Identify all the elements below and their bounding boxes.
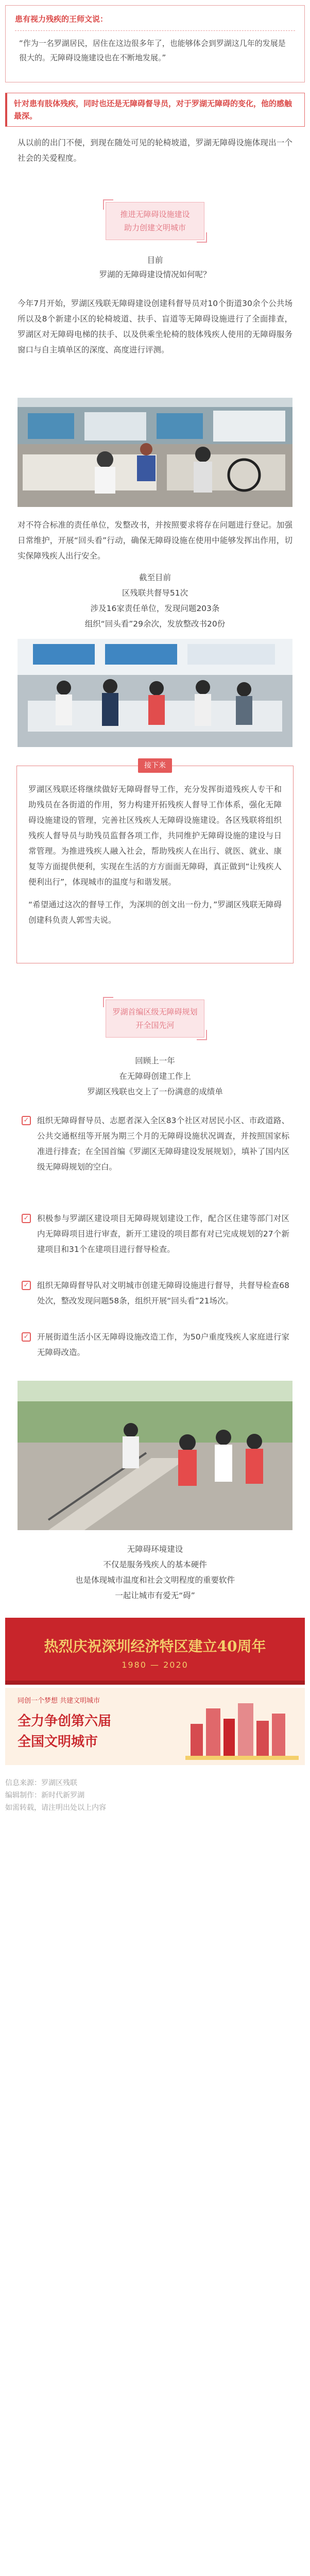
achievement-text: 组织无障碍督导员、志愿者深入全区83个社区对居民小区、市政道路、公共交通枢纽等开展为期三个月的无障碍设施状况调查，并按照国家标准进行排查；在全国首编《罗湖区无障碍建设发展规划》，填补了国内区级无障碍规划的空白。 (37, 1116, 289, 1172)
civilized-city-banner-slogan-2: 全国文明城市 (18, 1734, 98, 1750)
q-text: 罗湖的无障碍建设情况如何呢？ (99, 270, 211, 279)
section1-paragraph: 今年7月开始，罗湖区残联无障碍建设创建科督导员对10个街道30余个公共场所以及8个新建小区的轮椅坡道、扶手、盲道等无障碍设施进行了全面排查，罗湖区对无障碍电梯的扶手、以及供乘坐轮椅的肢体残疾人使用的无障碍服务窗口与自主填单区的深度、高度进行评测。 (18, 299, 292, 354)
banner-stripe (5, 1681, 305, 1685)
achievement-item (22, 1329, 289, 1360)
photo-service-window (18, 398, 292, 507)
civilized-city-banner-slogan-1: 全力争创第六届 (18, 1714, 112, 1729)
next-steps-paragraph-1: 罗湖区残联还将继续做好无障碍督导工作，充分发挥街道残疾人专干和助残员在各街道的作用，努力构建开拓残疾人督导工作体系，强化无障碍设施建设的管理，完善社区残疾人无障碍设施建设。各区残联将组织残疾人督导员与助残员监督各项工作，共同维护无障碍设施的建设与日常管理。为推进残疾人融入社会，帮助残疾人在出行、就医、就业、康复等方面提供便利，实现在生活的方方面面无障碍，真正做到“让残疾人便利出行”，体现城市的温度与和谐发展。 (28, 785, 282, 887)
review-line-1: 回顾上一年 (135, 1056, 175, 1065)
closing-line-2: 不仅是服务残疾人的基本硬件 (103, 1560, 207, 1569)
achievement-text: 积极参与罗湖区建设项目无障碍规划建设工作，配合区住建等部门对区内无障碍项目进行审查，新开工建设的项目都有对已完成规划的27个新建项目和31个在建项目进行督导检查。 (37, 1214, 289, 1254)
checkbox-icon: ✓ (22, 1332, 31, 1342)
closing-line-4: 一起让城市有爱无“碍” (115, 1591, 195, 1600)
quote-title: 患有视力残疾的王师文说： (15, 14, 108, 24)
civilized-city-banner-top: 同创一个梦想 共建文明城市 (18, 1697, 100, 1705)
review-line-2: 在无障碍创建工作上 (119, 1072, 191, 1081)
achievement-item (22, 1278, 289, 1309)
city-skyline-icon (185, 1698, 299, 1760)
stats-title: 截至目前 (139, 573, 171, 582)
section1-paragraph-2: 对不符合标准的责任单位，发整改书，并按照要求将存在问题进行登记。加强日常维护，开展“回头看”行动，确保无障碍设施在使用中能够发挥出作用，切实保障残疾人出行安全。 (18, 520, 292, 561)
section-heading-1-text: 推进无障碍设施建设 助力创建文明城市 (120, 210, 190, 232)
review-line-3: 罗湖区残联也交上了一份满意的成绩单 (87, 1087, 223, 1096)
photo-outdoor-ramp (18, 1381, 292, 1530)
photo-inspection-hall (18, 639, 292, 747)
section-heading-2 (106, 999, 204, 1038)
tagline-box (5, 93, 305, 127)
checkbox-icon: ✓ (22, 1281, 31, 1290)
tagline-text: 针对患有肢体残疾，同时也还是无障碍督导员，对于罗湖无障碍的变化，他的感触最深。 (14, 99, 292, 121)
stats-line-3: 组织“回头看”29余次，发放整改书20份 (84, 619, 226, 629)
checkbox-icon: ✓ (22, 1116, 31, 1125)
anniversary-banner-title: 热烈庆祝深圳经济特区建立40周年 (44, 1638, 266, 1655)
quote-body: “作为一名罗湖居民，居住在这边很多年了，也能够体会到罗湖这几年的发展是很大的。无障碍设施建设也在不断地发展。” (19, 39, 286, 62)
next-steps-chip: 接下来 (138, 758, 172, 773)
intro-paragraph: 从以前的出门不便，到现在随处可见的轮椅坡道，罗湖无障碍设施体现出一个社会的关爱程度。 (18, 138, 292, 163)
q-label: 目前 (147, 256, 163, 265)
footer-source: 信息来源：罗湖区残联 (5, 1779, 77, 1787)
photo-inspection-hall-illustration (18, 639, 292, 747)
achievement-text: 开展街道生活小区无障碍设施改造工作，为50户重度残疾人家庭进行家无障碍改造。 (37, 1332, 289, 1357)
photo-outdoor-ramp-illustration (18, 1381, 292, 1530)
achievement-item (22, 1113, 289, 1175)
footer-editor: 编辑制作：新时代新罗湖 (5, 1791, 84, 1800)
achievement-item (22, 1211, 289, 1257)
section-heading-2-text: 罗湖首编区级无障碍规划 开全国先河 (112, 1007, 198, 1030)
stats-line-1: 区残联共督导51次 (122, 588, 188, 598)
next-steps-paragraph-2: “希望通过这次的督导工作，为深圳的创文出一份力，”罗湖区残联无障碍创建科负责人郭雪夫说。 (28, 900, 282, 925)
quote-box (5, 5, 305, 82)
checkbox-icon: ✓ (22, 1214, 31, 1223)
closing-line-1: 无障碍环境建设 (127, 1545, 183, 1554)
closing-line-3: 也是体现城市温度和社会文明程度的重要软件 (75, 1575, 235, 1585)
civilized-city-banner (5, 1688, 305, 1765)
anniversary-banner (5, 1618, 305, 1685)
footer-contact: 如需转载，请注明出处以上内容 (5, 1804, 106, 1812)
stats-line-2: 涉及16家责任单位，发现问题203条 (90, 604, 220, 613)
next-steps-frame (16, 766, 294, 963)
photo-service-window-illustration (18, 398, 292, 507)
anniversary-banner-years: 1980 — 2020 (122, 1660, 188, 1670)
achievement-text: 组织无障碍督导队对文明城市创建无障碍设施进行督导，共督导检查68处次，整改发现问题58条，组织开展“回头看”21场次。 (37, 1281, 289, 1306)
section-heading-1 (106, 202, 204, 240)
